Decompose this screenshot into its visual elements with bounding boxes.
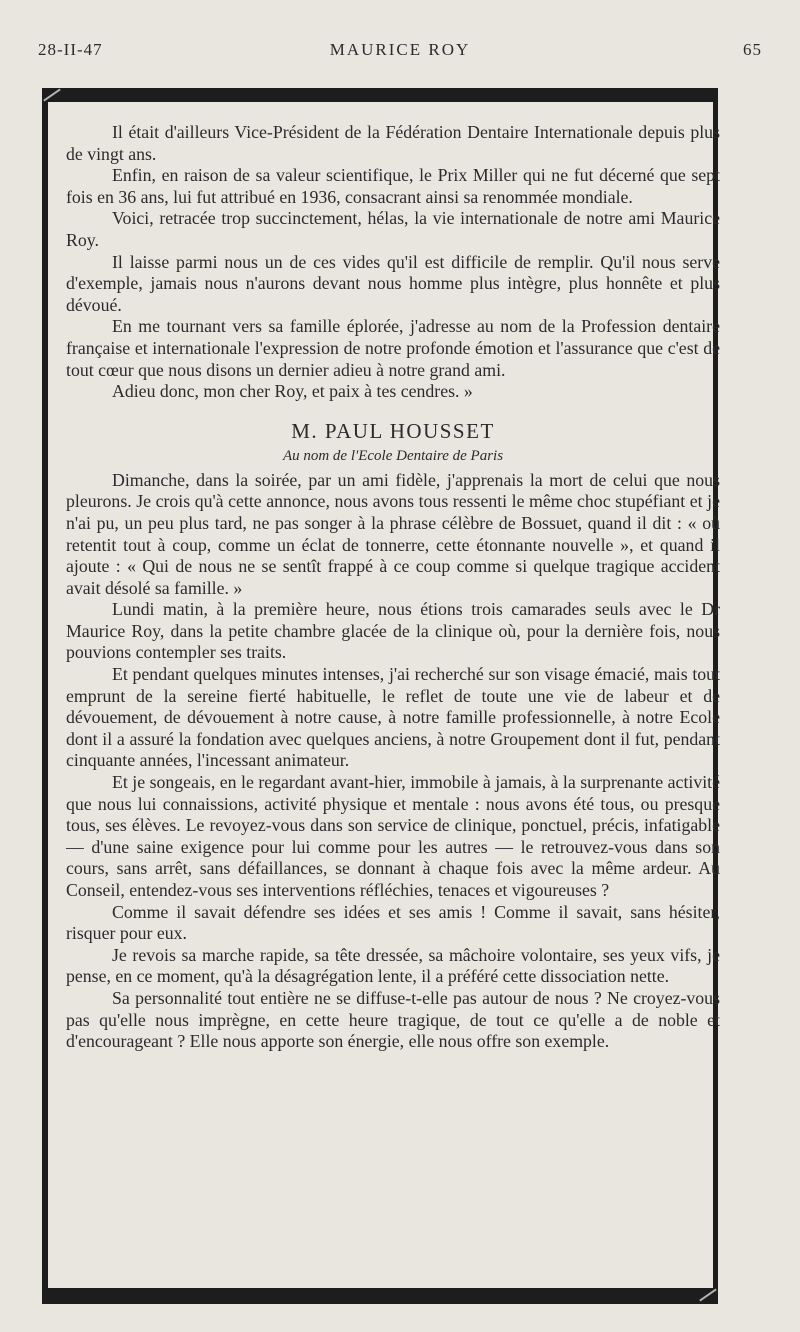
paragraph: Lundi matin, à la première heure, nous étions trois camarades seuls avec le Dr Maurice Roy, dans la petite chambre glacée de la clinique où, pour la dernière fois, nous pouvions contempler ses traits. [66, 599, 720, 663]
section-subheading: Au nom de l'Ecole Dentaire de Paris [282, 447, 504, 464]
running-head [0, 40, 800, 64]
paragraph: En me tournant vers sa famille éplorée, j'adresse au nom de la Profession dentaire française et internationale l'expression de notre profonde émotion et l'assurance que c'est de tout cœur que nous disons un dernier adieu à notre grand ami. [66, 316, 720, 380]
page-number: 65 [743, 40, 762, 59]
paragraph: Je revois sa marche rapide, sa tête dressée, sa mâchoire volontaire, ses yeux vifs, je pense, en ce moment, qu'à la désagrégation lente, il a préféré cette dissociation nette. [66, 944, 720, 987]
paragraph: Adieu donc, mon cher Roy, et paix à tes cendres. » [112, 381, 473, 402]
border-corner-mark [43, 88, 61, 101]
running-title: MAURICE ROY [329, 40, 471, 59]
paragraph: Sa personnalité tout entière ne se diffuse-t-elle pas autour de nous ? Ne croyez-vous pas qu'elle nous imprègne, en cette heure tragique, de tout ce qu'elle a de noble et d'encourageant ? Elle nous apporte son énergie, elle nous offre son exemple. [66, 987, 720, 1052]
paragraph: Enfin, en raison de sa valeur scientifique, le Prix Miller qui ne fut décerné que sept fois en 36 ans, lui fut attribué en 1936, consacrant ainsi sa renommée mondiale. [66, 165, 720, 207]
issue-date: 28-II-47 [38, 40, 103, 59]
paragraph: Et je songeais, en le regardant avant-hier, immobile à jamais, à la surprenante activité que nous lui connaissions, activité physique et mentale : nous avons été tous, ou presque tous, ses élèves. Le revoyez-vous dans son service de clinique, ponctuel, précis, infatigable — d'une saine exigence pour lui comme pour les autres — le retrouvez-vous dans son cours, sans arrêt, sans défaillances, se donnant à chaque fois avec la même ardeur. Au Conseil, entendez-vous ses interventions réfléchies, tenaces et vigoureuses ? [66, 772, 720, 900]
paragraph: Dimanche, dans la soirée, par un ami fidèle, j'apprenais la mort de celui que nous pleurons. Je crois qu'à cette annonce, nous avons tous ressenti le même choc stupéfiant et je n'ai pu, un peu plus tard, ne pas songer à la phrase célèbre de Bossuet, quand il dit : « où retentit tout à coup, comme un éclat de tonnerre, cette étonnante nouvelle », et quand il ajoute : « Qui de nous ne se sentît frappé à ce coup comme si quelque tragique accident avait désolé sa famille. » [66, 469, 720, 598]
paragraph: Il était d'ailleurs Vice-Président de la Fédération Dentaire Internationale depuis plus de vingt ans. [66, 122, 720, 164]
section-heading: M. PAUL HOUSSET [291, 418, 495, 443]
border-corner-mark [699, 1288, 717, 1301]
paragraph: Voici, retracée trop succinctement, hélas, la vie internationale de notre ami Maurice Roy. [66, 208, 720, 250]
article-body [66, 122, 720, 1053]
paragraph: Et pendant quelques minutes intenses, j'ai recherché sur son visage émacié, mais tout emprunt de la sereine fierté habituelle, le reflet de toute une vie de labeur et de dévouement, de dévouement à notre cause, à notre famille professionnelle, à notre Ecole dont il a assuré la fondation avec quelques anciens, à notre Groupement dont il fut, pendant cinquante années, l'incessant animateur. [66, 664, 720, 771]
paragraph: Il laisse parmi nous un de ces vides qu'il est difficile de remplir. Qu'il nous serve d'exemple, jamais nous n'aurons devant nous homme plus intègre, plus honnête et plus dévoué. [66, 251, 720, 315]
paragraph: Comme il savait défendre ses idées et ses amis ! Comme il savait, sans hésiter, risquer pour eux. [66, 901, 720, 944]
